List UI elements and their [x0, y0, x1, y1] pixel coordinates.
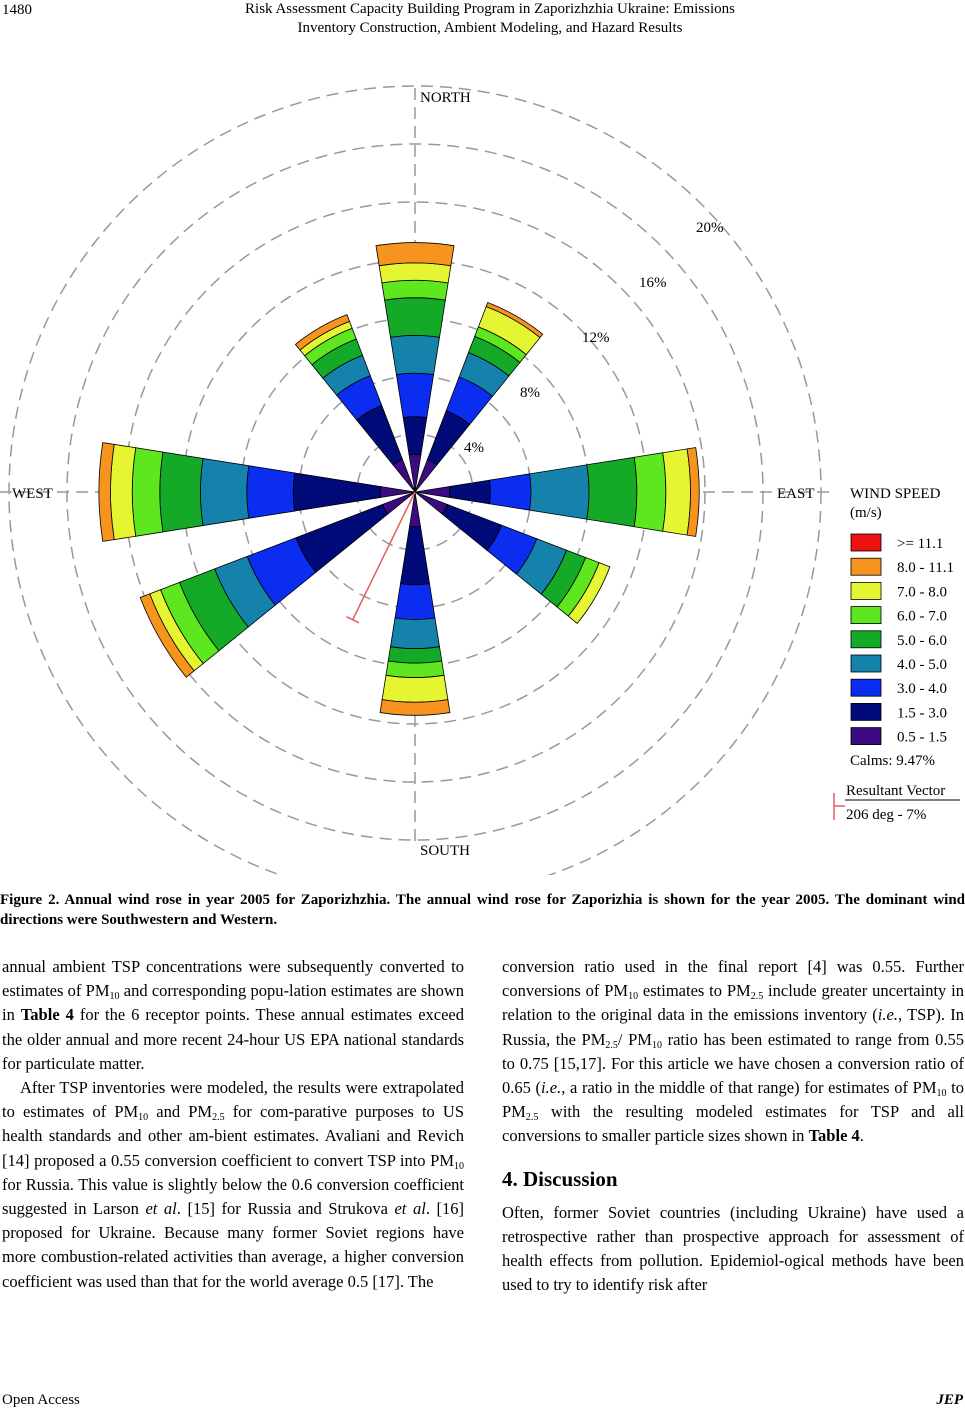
legend-swatch: [851, 631, 881, 648]
footer-journal: JEP: [936, 1392, 963, 1408]
petal-segment: [132, 448, 163, 536]
petal-segment: [530, 465, 589, 519]
petal-segment: [200, 458, 248, 525]
legend-units: (m/s): [850, 505, 882, 521]
legend-label: 0.5 - 1.5: [897, 729, 947, 746]
petal-segment: [293, 473, 380, 511]
legend-swatch: [851, 558, 881, 575]
running-head: [140, 0, 840, 38]
right-column: [502, 955, 964, 1298]
ring-label: 8%: [520, 385, 540, 401]
legend-swatch: [851, 655, 881, 672]
direction-north: NORTH: [420, 90, 471, 106]
running-head-line-2: Inventory Construction, Ambient Modeling, and Hazard Results: [297, 20, 683, 36]
legend-swatch: [851, 728, 881, 745]
petal-segment: [391, 335, 440, 374]
direction-west: WEST: [12, 486, 53, 502]
running-head-line-1: Risk Assessment Capacity Building Program in Zaporizhzhia Ukraine: Emissions: [245, 1, 735, 17]
legend-swatch: [851, 679, 881, 696]
legend-swatch: [851, 607, 881, 624]
petal-segment: [380, 700, 450, 716]
petal-segment: [386, 661, 444, 678]
petal-segment: [396, 373, 433, 417]
paragraph: After TSP inventories were modeled, the results were extrapolated to estimates of $PM_{10}$ and $PM_{2.5}$ for com-parative purposes to US health standards and other am-bient estimates. Avaliani and Revich [14] proposed a 0.55 conversion coefficient to convert TSP into $PM_{10}$ for Russia. This value is slightly below the 0.6 conversion coefficient suggested in Larson et al. [15] for Russia and Strukova et al. [16] proposed for Ukraine. Because many former Soviet regions have more combustion-related activities than average, a higher conversion coefficient was used than that for the world average 0.5 [17]. The: [2, 1078, 465, 1291]
calms-label: Calms: 9.47%: [850, 753, 935, 769]
ring-label: 4%: [464, 440, 484, 456]
resultant-title: Resultant Vector: [846, 783, 946, 799]
figure-caption: Figure 2. Annual wind rose in year 2005 for Zaporizhzhia. The annual wind rose for Zaporizhia is shown for the year 2005. The dominant wind directions were Southwestern and Western.: [0, 892, 965, 928]
legend-label: 8.0 - 11.1: [897, 560, 954, 577]
direction-south: SOUTH: [420, 843, 471, 859]
paragraph: conversion ratio used in the final report [4] was 0.55. Further conversions of $PM_{10}$ estimates to $PM_{2.5}$ include greater uncertainty in relation to the original data in the emissions inventory (i.e., TSP). In Russia, the $PM_{2.5}/$ $PM_{10}$ ratio has been estimated to range from 0.55 to 0.75 [15,17]. For this article we have chosen a conversion ratio of 0.65 (i.e., a ratio in the middle of that range) for estimates of $PM_{10}$ to $PM_{2.5}$ with the resulting modeled estimates for TSP and all conversions to smaller particle sizes shown in Table 4.: [502, 957, 964, 1146]
legend-label: >= 11.1: [897, 536, 944, 552]
page-number: 1480: [2, 2, 32, 18]
wind-rose-petals: [99, 243, 699, 716]
petal-segment: [382, 675, 448, 702]
legend-label: 6.0 - 7.0: [897, 608, 947, 625]
direction-east: EAST: [777, 486, 815, 502]
petal-segment: [663, 449, 691, 535]
petal-segment: [388, 647, 442, 663]
ring-label: 16%: [639, 275, 667, 291]
legend-title: WIND SPEED: [850, 486, 941, 502]
petal-segment: [395, 584, 435, 620]
paragraph: Often, former Soviet countries (including Ukraine) have used a retrospective rather than prospective approach for assessment of health effects from pollution. Epidemiol-ogical methods have been used to try to identify risk after: [502, 1202, 964, 1295]
legend-label: 7.0 - 8.0: [897, 584, 947, 601]
footer-open-access: Open Access: [2, 1392, 80, 1408]
petal-segment: [296, 504, 388, 572]
petal-segment: [160, 452, 203, 532]
petal-segment: [376, 243, 454, 266]
petal-segment: [385, 298, 446, 338]
ring-label: 12%: [582, 330, 610, 346]
wind-speed-legend: [851, 534, 954, 746]
petal-segment: [247, 466, 295, 519]
wind-rose-figure: [0, 40, 965, 875]
ring-label: 20%: [696, 220, 724, 236]
legend-label: 5.0 - 6.0: [897, 632, 947, 649]
petal-segment: [403, 417, 427, 455]
petal-segment: [489, 474, 531, 510]
left-column: [2, 955, 464, 1294]
petal-segment: [379, 263, 451, 283]
resultant-value: 206 deg - 7%: [846, 807, 927, 823]
petal-segment: [382, 280, 448, 300]
petal-segment: [587, 457, 637, 526]
petal-segment: [111, 444, 136, 539]
section-heading: 4. Discussion: [502, 1166, 618, 1191]
legend-swatch: [851, 534, 881, 551]
petal-segment: [634, 453, 666, 531]
legend-label: 1.5 - 3.0: [897, 705, 947, 722]
legend-label: 4.0 - 5.0: [897, 657, 947, 673]
petal-segment: [391, 618, 440, 649]
petal-segment: [410, 492, 421, 527]
petal-segment: [400, 526, 429, 584]
legend-swatch: [851, 703, 881, 720]
petal-segment: [449, 480, 490, 504]
legend-swatch: [851, 582, 881, 599]
paragraph: annual ambient TSP concentrations were subsequently converted to estimates of $PM_{10}$ and corresponding popu-lation estimates are shown in Table 4 for the 6 receptor points. These annual estimates exceed the older annual and more recent 24-hour US EPA national standards for particulate matter.: [2, 957, 464, 1073]
legend-label: 3.0 - 4.0: [897, 681, 947, 698]
resultant-tick: [346, 617, 359, 623]
